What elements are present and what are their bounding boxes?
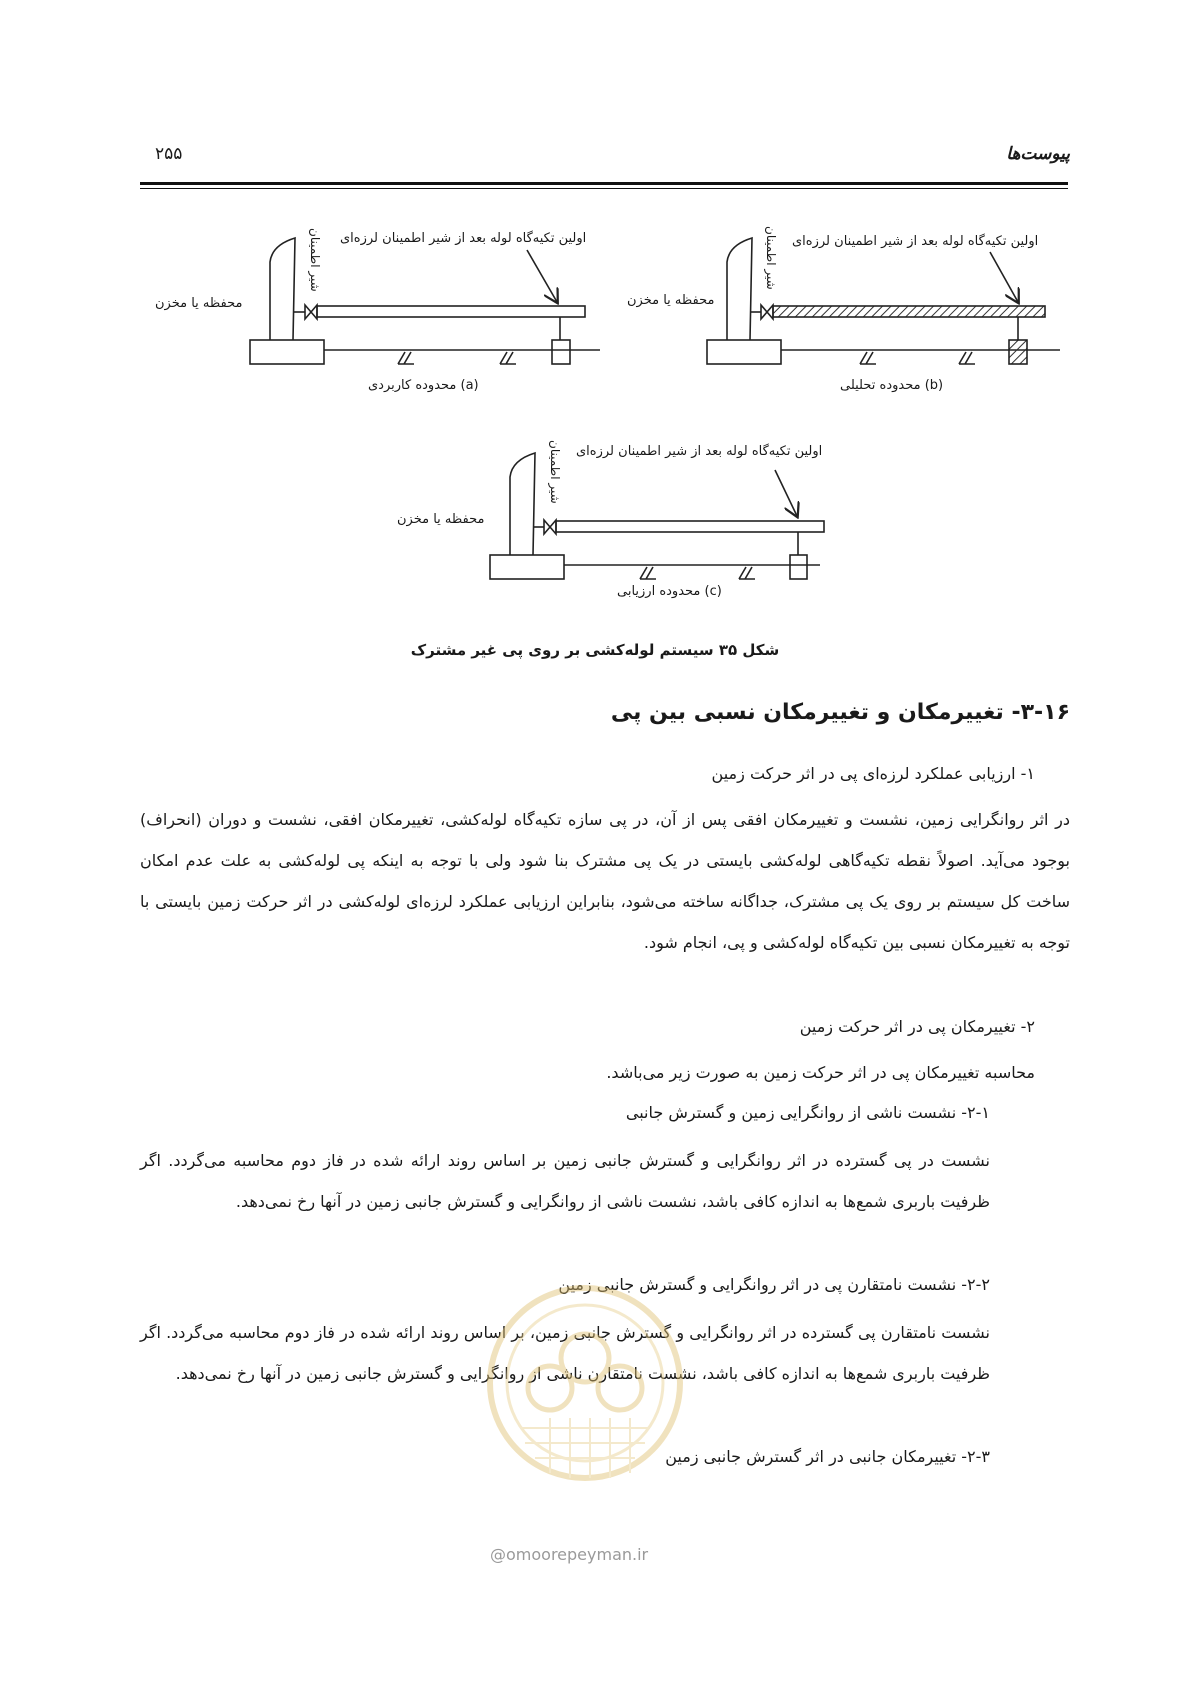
tank-base-a — [250, 340, 324, 364]
item1-body: در اثر روانگرایی زمین، نشست و تغییرمکان افقی پس از آن، در پی سازه تکیه‌گاه لوله‌کشی، تغییرمکان افقی، نشست و دوران (انحراف) بوجود می‌آید. اصولاً نقطه تکیه‌گاهی لوله‌کشی بایستی در یک پی مشترک بنا شود ولی با توجه به اینکه پی لوله‌کشی به علت عدم امکان ساخت کل سیستم بر روی یک پی مشترک، جداگانه ساخته می‌شود، بنابراین ارزیابی عملکرد لرزه‌ای لوله‌کشی در اثر حرکت زمین بایستی با توجه به تغییرمکان نسبی بین تکیه‌گاه لوله‌کشی و پی، انجام شود. — [140, 810, 1070, 952]
section-title: پیوست‌ها — [1006, 144, 1070, 164]
valve-b — [761, 305, 773, 319]
diagram-a — [250, 238, 600, 364]
sub1-body: نشست در پی گسترده در اثر روانگرایی و گسترش جانبی زمین بر اساس روند ارائه شده در فاز دوم محاسبه می‌گردد. اگر ظرفیت باربری شمع‌ها به اندازه کافی باشد، نشست ناشی از روانگرایی و گسترش جانبی زمین در آنها رخ نمی‌دهد. — [140, 1151, 990, 1211]
sub2-body: نشست نامتقارن پی گسترده در اثر روانگرایی و گسترش جانبی زمین، بر اساس روند ارائه شده در فاز دوم محاسبه می‌گردد. اگر ظرفیت باربری شمع‌ها به اندازه کافی باشد، نشست نامتقارن ناشی از روانگرایی و گسترش جانبی زمین در آنها رخ نمی‌دهد. — [140, 1323, 990, 1383]
tank-base-b — [707, 340, 781, 364]
tank-label-b: محفظه یا مخزن — [627, 293, 715, 308]
caption-label-b: (b) محدوده تحلیلی — [840, 378, 944, 393]
pipe-c — [556, 521, 824, 532]
support-arrow-c — [775, 470, 797, 516]
valve-label-b: شیر اطمینان — [764, 226, 778, 290]
diagram-c — [490, 453, 824, 579]
support-label-c: اولین تکیه‌گاه لوله بعد از شیر اطمینان لرزه‌ای — [576, 444, 823, 459]
watermark-seal — [480, 1278, 690, 1538]
caption-label-c: (c) محدوده ارزیابی — [617, 584, 722, 599]
support-label-a: اولین تکیه‌گاه لوله بعد از شیر اطمینان لرزه‌ای — [340, 231, 587, 246]
sub3-title: ۲-۳- تغییرمکان جانبی در اثر گسترش جانبی زمین — [665, 1447, 990, 1466]
pipe-support-b — [1009, 340, 1027, 364]
pipe-support-a — [552, 340, 570, 364]
pipe-b-hatched — [773, 306, 1045, 317]
diagram-b — [707, 238, 1060, 364]
valve-a — [305, 305, 317, 319]
caption-label-a: (a) محدوده کاربردی — [368, 378, 479, 393]
tank-wall-b — [727, 238, 752, 340]
section-heading: ۳-۱۶- تغییرمکان و تغییرمکان نسبی بین پی — [610, 700, 1070, 725]
pipe-support-c — [790, 555, 807, 579]
item2-body: محاسبه تغییرمکان پی در اثر حرکت زمین به صورت زیر می‌باشد. — [606, 1063, 1035, 1082]
page-number: ۲۵۵ — [155, 144, 183, 164]
support-arrow-b — [990, 252, 1018, 302]
valve-label-c: شیر اطمینان — [548, 440, 562, 504]
figure-caption: شکل ۳۵ سیستم لوله‌کشی بر روی پی غیر مشترک — [410, 641, 780, 659]
valve-c — [544, 520, 556, 534]
item2-title: ۲- تغییرمکان پی در اثر حرکت زمین — [799, 1017, 1035, 1036]
tank-label-a: محفظه یا مخزن — [155, 296, 243, 311]
support-arrow-a — [527, 250, 557, 302]
tank-base-c — [490, 555, 564, 579]
valve-label-a: شیر اطمینان — [308, 228, 322, 292]
tank-wall-a — [270, 238, 295, 340]
watermark-url: @omoorepeyman.ir — [490, 1545, 649, 1564]
pipe-a — [317, 306, 585, 317]
piping-figure — [0, 0, 1190, 640]
sub2-title: ۲-۲- نشست نامتقارن پی در اثر روانگرایی و گسترش جانبی زمین — [558, 1275, 990, 1294]
item1-title: ۱- ارزیابی عملکرد لرزه‌ای پی در اثر حرکت زمین — [711, 764, 1035, 783]
support-label-b: اولین تکیه‌گاه لوله بعد از شیر اطمینان لرزه‌ای — [792, 234, 1039, 249]
tank-label-c: محفظه یا مخزن — [397, 512, 485, 527]
tank-wall-c — [510, 453, 535, 555]
sub1-title: ۲-۱- نشست ناشی از روانگرایی زمین و گسترش جانبی — [625, 1103, 990, 1122]
